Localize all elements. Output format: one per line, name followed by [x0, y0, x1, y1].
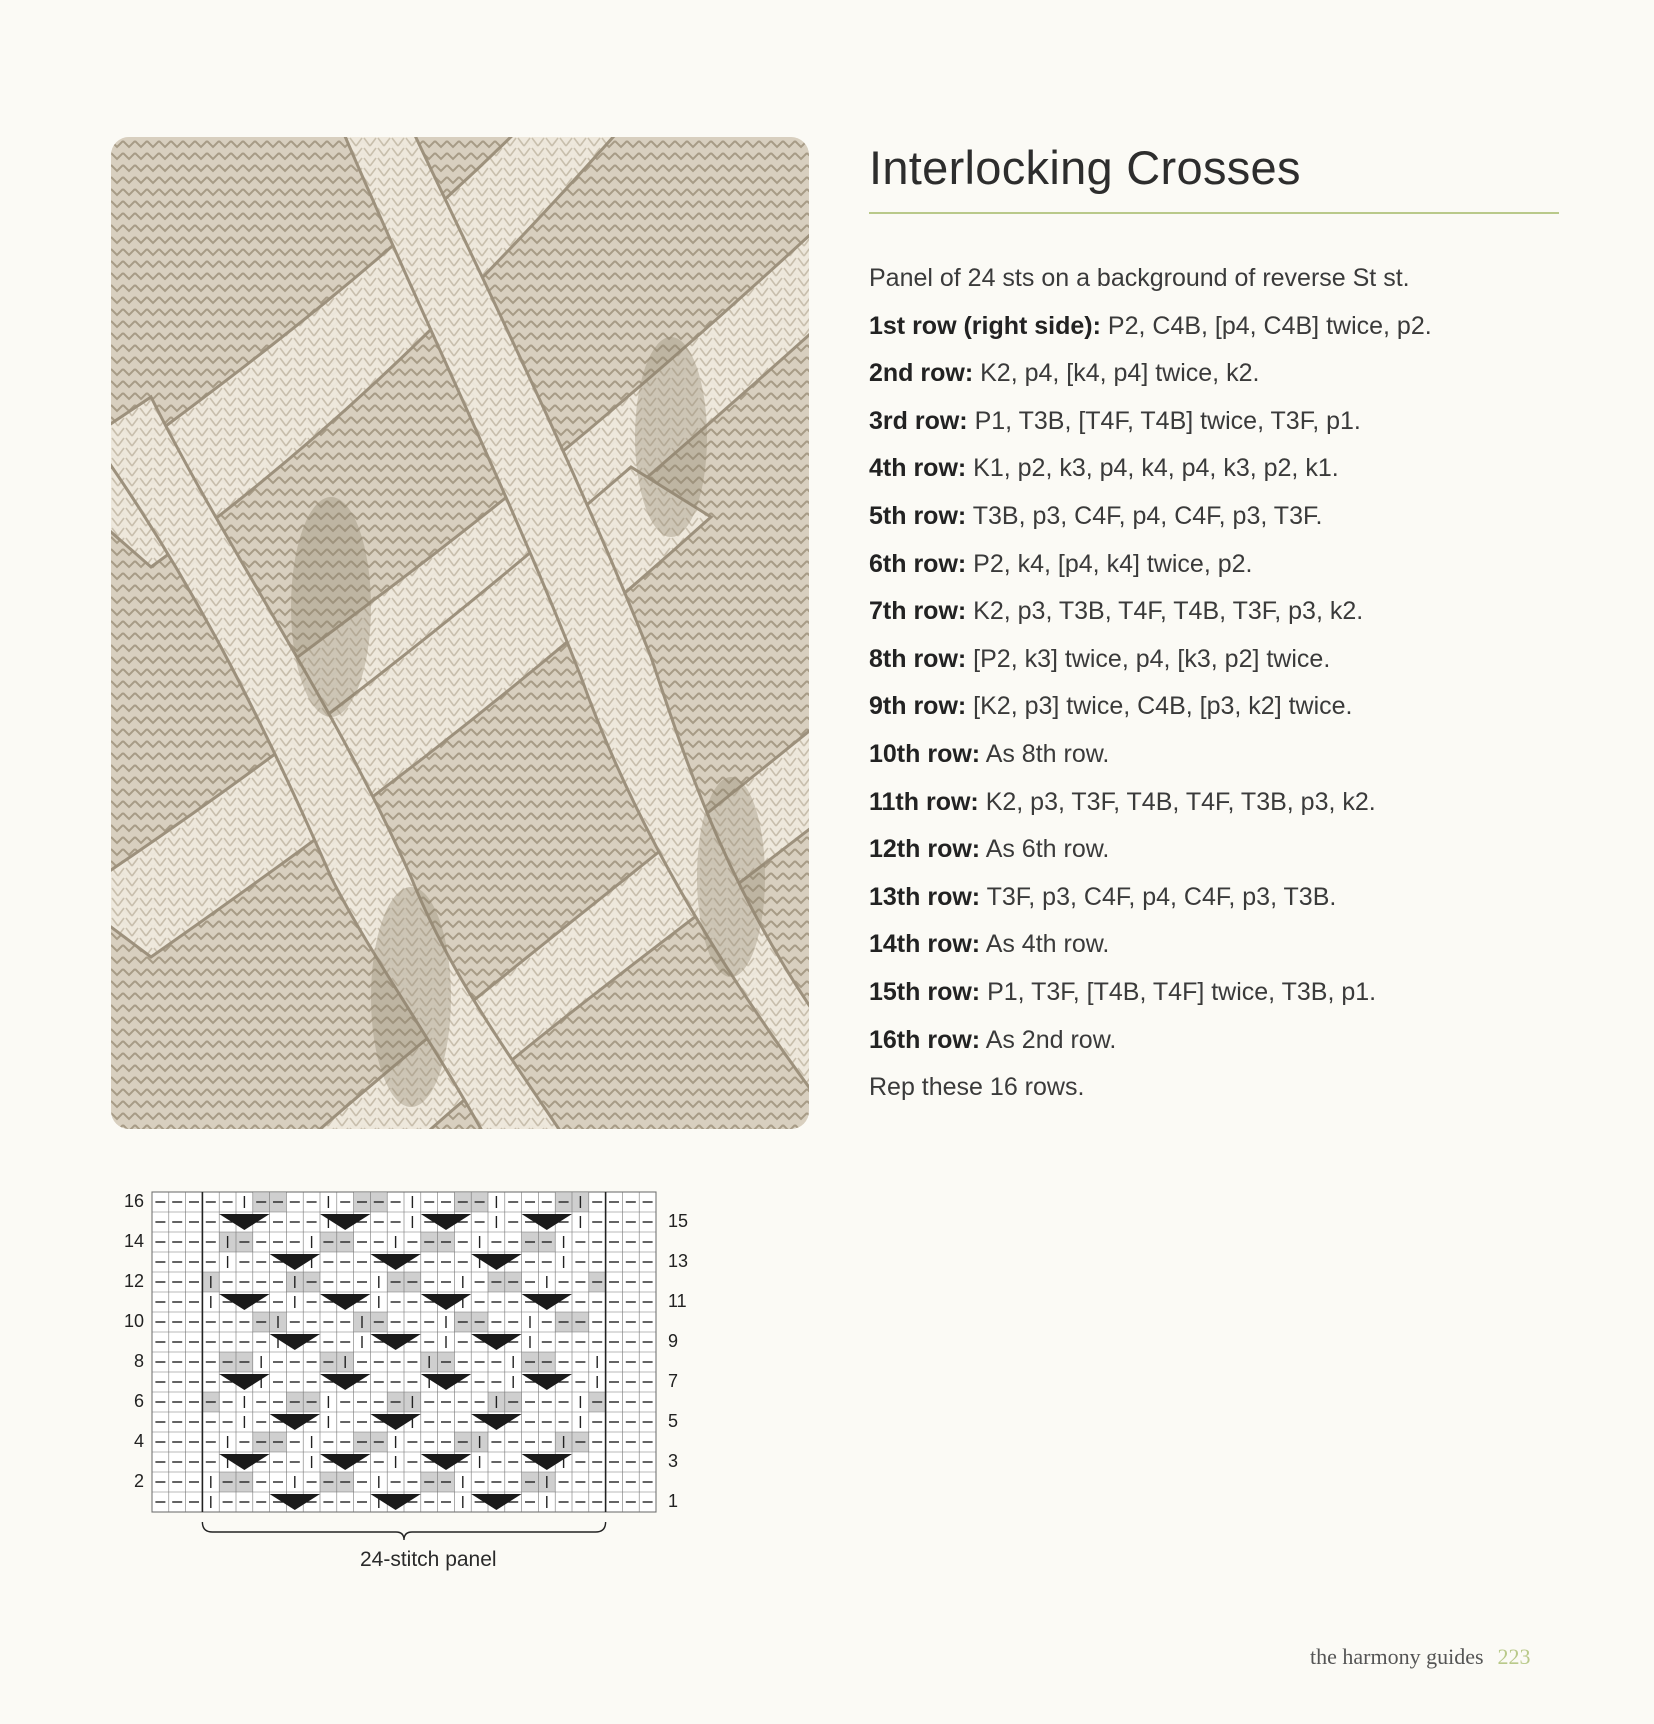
row-instruction [869, 541, 1609, 589]
page-footer [1310, 1644, 1531, 1670]
row-text: K2, p3, T3B, T4F, T4B, T3F, p3, k2. [966, 597, 1364, 626]
row-instruction [869, 493, 1609, 541]
row-label: 16th row: [869, 1025, 981, 1054]
row-instruction [869, 969, 1609, 1017]
row-label: 8th row: [869, 644, 967, 673]
row-label: 3rd row: [869, 406, 968, 435]
instructions [869, 255, 1609, 1112]
row-instruction [869, 1017, 1609, 1065]
row-text: P1, T3B, [T4F, T4B] twice, T3F, p1. [967, 406, 1361, 435]
row-text: As 6th row. [980, 835, 1110, 864]
row-number-left: 12 [123, 1271, 144, 1291]
row-number-right: 1 [668, 1491, 679, 1511]
chart-caption: 24-stitch panel [360, 1548, 497, 1571]
row-label: 12th row: [869, 835, 981, 864]
row-text: K2, p3, T3F, T4B, T4F, T3B, p3, k2. [978, 787, 1376, 816]
row-label: 9th row: [869, 692, 967, 721]
row-number-left: 14 [123, 1231, 144, 1251]
row-label: 4th row: [869, 454, 967, 483]
row-text: As 8th row. [980, 739, 1110, 768]
row-text: P2, C4B, [p4, C4B] twice, p2. [1100, 311, 1432, 340]
row-instruction [869, 350, 1609, 398]
row-number-left: 16 [123, 1191, 144, 1211]
row-number-left: 2 [133, 1471, 144, 1491]
row-label: 14th row: [869, 930, 981, 959]
row-label: 10th row: [869, 739, 981, 768]
row-label: 7th row: [869, 597, 967, 626]
row-text: [P2, k3] twice, p4, [k3, p2] twice. [966, 644, 1331, 673]
row-instruction [869, 731, 1609, 779]
row-instruction [869, 636, 1609, 684]
row-number-right: 7 [668, 1371, 679, 1391]
book-title: the harmony guides [1310, 1644, 1484, 1669]
intro-text: Panel of 24 sts on a background of reverse St st. [869, 264, 1410, 292]
row-text: As 2nd row. [980, 1025, 1117, 1054]
row-text: [K2, p3] twice, C4B, [p3, k2] twice. [966, 692, 1353, 721]
row-instruction [869, 303, 1609, 351]
row-instruction [869, 445, 1609, 493]
row-text: P2, k4, [p4, k4] twice, p2. [966, 549, 1253, 578]
row-text: K1, p2, k3, p4, k4, p4, k3, p2, k1. [966, 454, 1339, 483]
row-number-right: 9 [668, 1331, 679, 1351]
row-number-left: 4 [133, 1431, 144, 1451]
row-instruction [869, 921, 1609, 969]
row-number-right: 15 [668, 1211, 689, 1231]
row-number-right: 3 [668, 1451, 679, 1471]
row-text: P1, T3F, [T4B, T4F] twice, T3B, p1. [980, 977, 1377, 1006]
row-label: 5th row: [869, 501, 967, 530]
row-text: T3F, p3, C4F, p4, C4F, p3, T3B. [980, 882, 1337, 911]
row-instruction [869, 779, 1609, 827]
panel-bracket [202, 1522, 605, 1540]
chart-grid [110, 1180, 750, 1600]
row-instruction [869, 826, 1609, 874]
repeat-text: Rep these 16 rows. [869, 1073, 1085, 1102]
cable-swatch-illustration [111, 137, 809, 1129]
row-text: T3B, p3, C4F, p4, C4F, p3, T3F. [966, 501, 1323, 530]
knitting-chart [110, 1180, 750, 1600]
page-number: 223 [1497, 1644, 1531, 1669]
title-rule [869, 212, 1559, 214]
row-label: 1st row (right side): [869, 311, 1101, 340]
row-label: 2nd row: [869, 359, 974, 388]
row-number-right: 13 [668, 1251, 689, 1271]
row-number-left: 8 [133, 1351, 144, 1371]
row-instruction [869, 874, 1609, 922]
row-label: 11th row: [869, 787, 979, 816]
row-text: As 4th row. [980, 930, 1110, 959]
swatch-photo [111, 137, 809, 1129]
row-label: 6th row: [869, 549, 967, 578]
row-text: K2, p4, [k4, p4] twice, k2. [973, 359, 1260, 388]
row-instruction [869, 398, 1609, 446]
row-instruction [869, 588, 1609, 636]
row-label: 13th row: [869, 882, 981, 911]
row-label: 15th row: [869, 977, 981, 1006]
row-number-left: 6 [133, 1391, 144, 1411]
row-instruction [869, 683, 1609, 731]
row-number-left: 10 [123, 1311, 144, 1331]
row-number-right: 11 [668, 1291, 687, 1311]
row-number-right: 5 [668, 1411, 679, 1431]
page-title: Interlocking Crosses [869, 141, 1301, 194]
